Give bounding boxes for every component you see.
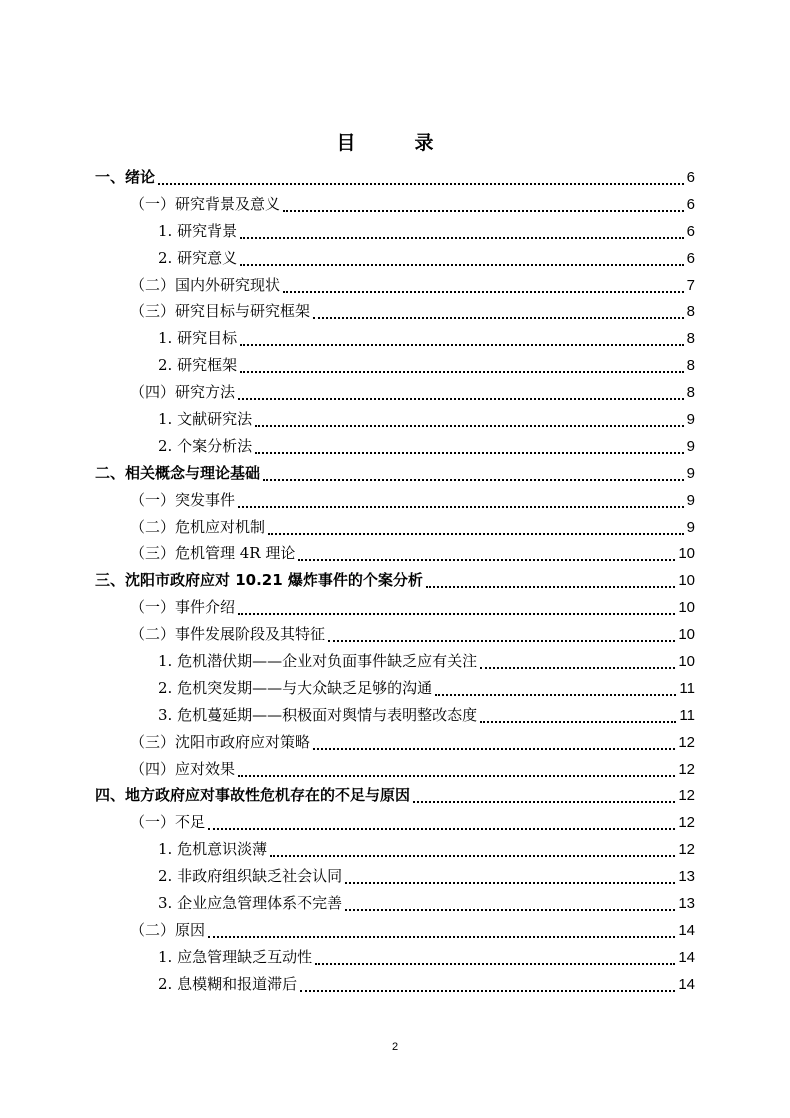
toc-entry-page: 10 <box>678 652 695 670</box>
toc-entry[interactable] <box>95 433 695 460</box>
toc-entry-title: （三）研究目标与研究框架 <box>130 302 311 321</box>
toc-entry[interactable] <box>95 729 695 756</box>
toc-dot-leader <box>413 800 675 803</box>
toc-dot-leader <box>315 962 675 965</box>
toc-entry-title: 2. 研究框架 <box>158 356 238 375</box>
toc-entry-page: 11 <box>679 706 695 724</box>
toc-entry[interactable] <box>95 298 695 325</box>
toc-entry-title: 一、绪论 <box>95 167 156 186</box>
toc-entry-title: （四）应对效果 <box>130 759 236 778</box>
toc-entry[interactable] <box>95 675 695 702</box>
toc-entry-page: 7 <box>686 276 695 294</box>
toc-entry-page: 13 <box>678 894 695 912</box>
toc-dot-leader <box>255 424 684 427</box>
toc-entry[interactable] <box>95 164 695 191</box>
toc-entry-title: （一）研究背景及意义 <box>130 194 281 213</box>
toc-entry[interactable] <box>95 272 695 299</box>
toc-entry-page: 9 <box>686 518 695 536</box>
toc-entry-page: 11 <box>679 679 695 697</box>
toc-entry-page: 10 <box>678 626 695 644</box>
toc-dot-leader <box>240 263 684 266</box>
toc-entry-page: 9 <box>686 410 695 428</box>
toc-entry-title: （二）国内外研究现状 <box>130 275 281 294</box>
toc-entry-page: 12 <box>678 760 695 778</box>
toc-dot-leader <box>283 209 684 212</box>
toc-entry-page: 6 <box>686 195 695 213</box>
toc-entry[interactable] <box>95 648 695 675</box>
toc-entry-page: 14 <box>678 948 695 966</box>
toc-entry-page: 10 <box>678 599 695 617</box>
toc-entry-page: 6 <box>686 168 695 186</box>
toc-entry-title: 1. 应急管理缺乏互动性 <box>158 947 313 966</box>
toc-title: 目 录 <box>336 132 454 154</box>
toc-entry-title: （二）事件发展阶段及其特征 <box>130 625 326 644</box>
toc-dot-leader <box>480 720 676 723</box>
toc-entry[interactable] <box>95 917 695 944</box>
toc-entry-page: 8 <box>686 303 695 321</box>
toc-entry-page: 12 <box>678 814 695 832</box>
toc-entry-page: 14 <box>678 921 695 939</box>
toc-entry[interactable] <box>95 514 695 541</box>
toc-dot-leader <box>238 397 684 400</box>
toc-entry-title: 四、地方政府应对事故性危机存在的不足与原因 <box>95 786 411 805</box>
toc-entry-page: 8 <box>686 357 695 375</box>
toc-entry-title: 二、相关概念与理论基础 <box>95 463 261 482</box>
toc-entry[interactable] <box>95 702 695 729</box>
toc-entry[interactable] <box>95 540 695 567</box>
toc-dot-leader <box>240 370 684 373</box>
toc-entry[interactable] <box>95 406 695 433</box>
toc-dot-leader <box>328 639 675 642</box>
toc-dot-leader <box>263 478 684 481</box>
toc-entry-page: 10 <box>678 545 695 563</box>
toc-dot-leader <box>480 666 675 669</box>
toc-entry[interactable] <box>95 863 695 890</box>
toc-dot-leader <box>345 881 675 884</box>
toc-entry-page: 10 <box>678 572 695 590</box>
toc-entry[interactable] <box>95 191 695 218</box>
toc-entry[interactable] <box>95 245 695 272</box>
toc-entry[interactable] <box>95 218 695 245</box>
toc-entry-page: 12 <box>678 841 695 859</box>
toc-dot-leader <box>298 558 675 561</box>
toc-dot-leader <box>158 182 684 185</box>
toc-dot-leader <box>435 693 676 696</box>
toc-dot-leader <box>240 343 684 346</box>
toc-entry-title: （一）事件介绍 <box>130 598 236 617</box>
toc-entry-title: （三）沈阳市政府应对策略 <box>130 732 311 751</box>
toc-entry[interactable] <box>95 756 695 783</box>
toc-dot-leader <box>255 451 684 454</box>
toc-entry[interactable] <box>95 809 695 836</box>
toc-entry-page: 8 <box>686 330 695 348</box>
toc-dot-leader <box>238 612 675 615</box>
toc-entry-title: （三）危机管理 4R 理论 <box>130 544 296 563</box>
toc-entry-title: 3. 危机蔓延期——积极面对舆情与表明整改态度 <box>158 705 478 724</box>
toc-entry-title: （二）原因 <box>130 920 206 939</box>
toc-entry-title: （一）突发事件 <box>130 490 236 509</box>
toc-entry-title: 2. 研究意义 <box>158 248 238 267</box>
toc-entry[interactable] <box>95 352 695 379</box>
toc-entry[interactable] <box>95 621 695 648</box>
toc-entry[interactable] <box>95 944 695 971</box>
toc-entry-title: 2. 危机突发期——与大众缺乏足够的沟通 <box>158 678 433 697</box>
toc-entry[interactable] <box>95 971 695 998</box>
toc-dot-leader <box>345 908 675 911</box>
toc-dot-leader <box>238 774 675 777</box>
toc-dot-leader <box>283 290 684 293</box>
toc-entry-page: 9 <box>686 491 695 509</box>
toc-entry-title: 1. 危机意识淡薄 <box>158 840 268 859</box>
toc-entry-title: 1. 研究目标 <box>158 329 238 348</box>
toc-dot-leader <box>313 747 675 750</box>
toc-entry-title: 1. 文献研究法 <box>158 409 253 428</box>
toc-entry-title: （二）危机应对机制 <box>130 517 266 536</box>
toc-entry-title: 1. 危机潜伏期——企业对负面事件缺乏应有关注 <box>158 651 478 670</box>
toc-entry-title: 2. 非政府组织缺乏社会认同 <box>158 867 343 886</box>
toc-entry-title: （四）研究方法 <box>130 383 236 402</box>
toc-dot-leader <box>240 236 684 239</box>
toc-entry-page: 6 <box>686 222 695 240</box>
toc-entry[interactable] <box>95 890 695 917</box>
toc-entry[interactable] <box>95 594 695 621</box>
toc-entry-title: 1. 研究背景 <box>158 221 238 240</box>
toc-entry[interactable] <box>95 782 695 809</box>
toc-entry-page: 12 <box>678 733 695 751</box>
toc-dot-leader <box>270 854 675 857</box>
toc-entry[interactable] <box>95 325 695 352</box>
toc-entry-title: 2. 个案分析法 <box>158 436 253 455</box>
toc-entry-page: 14 <box>678 975 695 993</box>
toc-entry-title: 3. 企业应急管理体系不完善 <box>158 893 343 912</box>
table-of-contents <box>95 164 695 998</box>
toc-entry[interactable] <box>95 836 695 863</box>
toc-dot-leader <box>268 532 684 535</box>
toc-entry-page: 13 <box>678 868 695 886</box>
toc-entry[interactable] <box>95 487 695 514</box>
toc-entry-title: 三、沈阳市政府应对 10.21 爆炸事件的个案分析 <box>95 571 423 590</box>
toc-entry-page: 9 <box>686 437 695 455</box>
toc-entry[interactable] <box>95 379 695 406</box>
toc-entry[interactable] <box>95 460 695 487</box>
toc-dot-leader <box>313 316 684 319</box>
toc-entry-page: 6 <box>686 249 695 267</box>
page-number: 2 <box>391 1041 399 1053</box>
toc-dot-leader <box>208 935 675 938</box>
toc-dot-leader <box>238 505 684 508</box>
toc-entry-page: 8 <box>686 384 695 402</box>
toc-dot-leader <box>208 827 675 830</box>
toc-entry-page: 9 <box>686 464 695 482</box>
toc-entry[interactable] <box>95 567 695 594</box>
toc-dot-leader <box>426 585 675 588</box>
toc-dot-leader <box>300 989 675 992</box>
toc-entry-page: 12 <box>678 787 695 805</box>
toc-entry-title: 2. 息模糊和报道滞后 <box>158 974 298 993</box>
toc-entry-title: （一）不足 <box>130 813 206 832</box>
